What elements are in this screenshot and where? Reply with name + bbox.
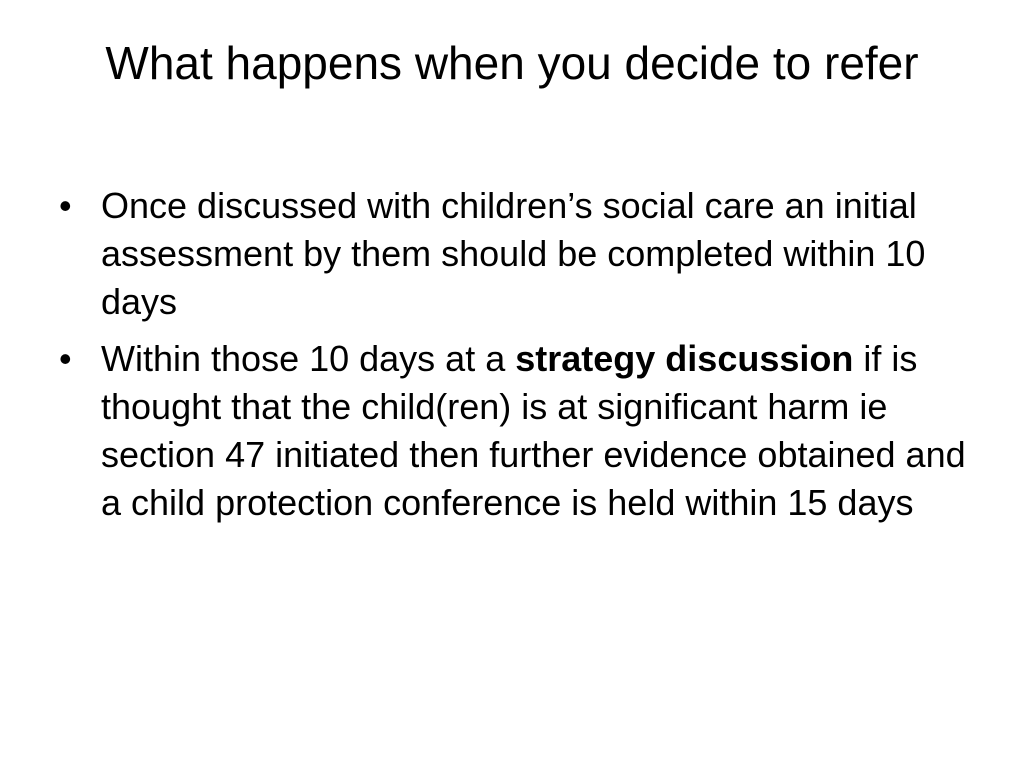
bullet-item-initial-assessment — [59, 182, 969, 326]
bullet-text: Once discussed with children’s social care an initial assessment by them should be completed within 10 days — [101, 185, 926, 322]
bullet-icon: • — [59, 185, 72, 226]
slide-title: What happens when you decide to refer — [105, 37, 919, 89]
bullet-text-before: Within those 10 days at a — [101, 338, 516, 379]
bullet-text-after: if is thought that the child(ren) is at significant harm ie section 47 initiated then further evidence obtained and a child protection conference is held within 15 days — [101, 338, 966, 523]
bullet-list — [59, 182, 969, 536]
bullet-item-strategy-discussion — [59, 335, 969, 527]
bullet-icon: • — [59, 338, 72, 379]
bullet-emphasis: strategy discussion — [515, 338, 854, 379]
